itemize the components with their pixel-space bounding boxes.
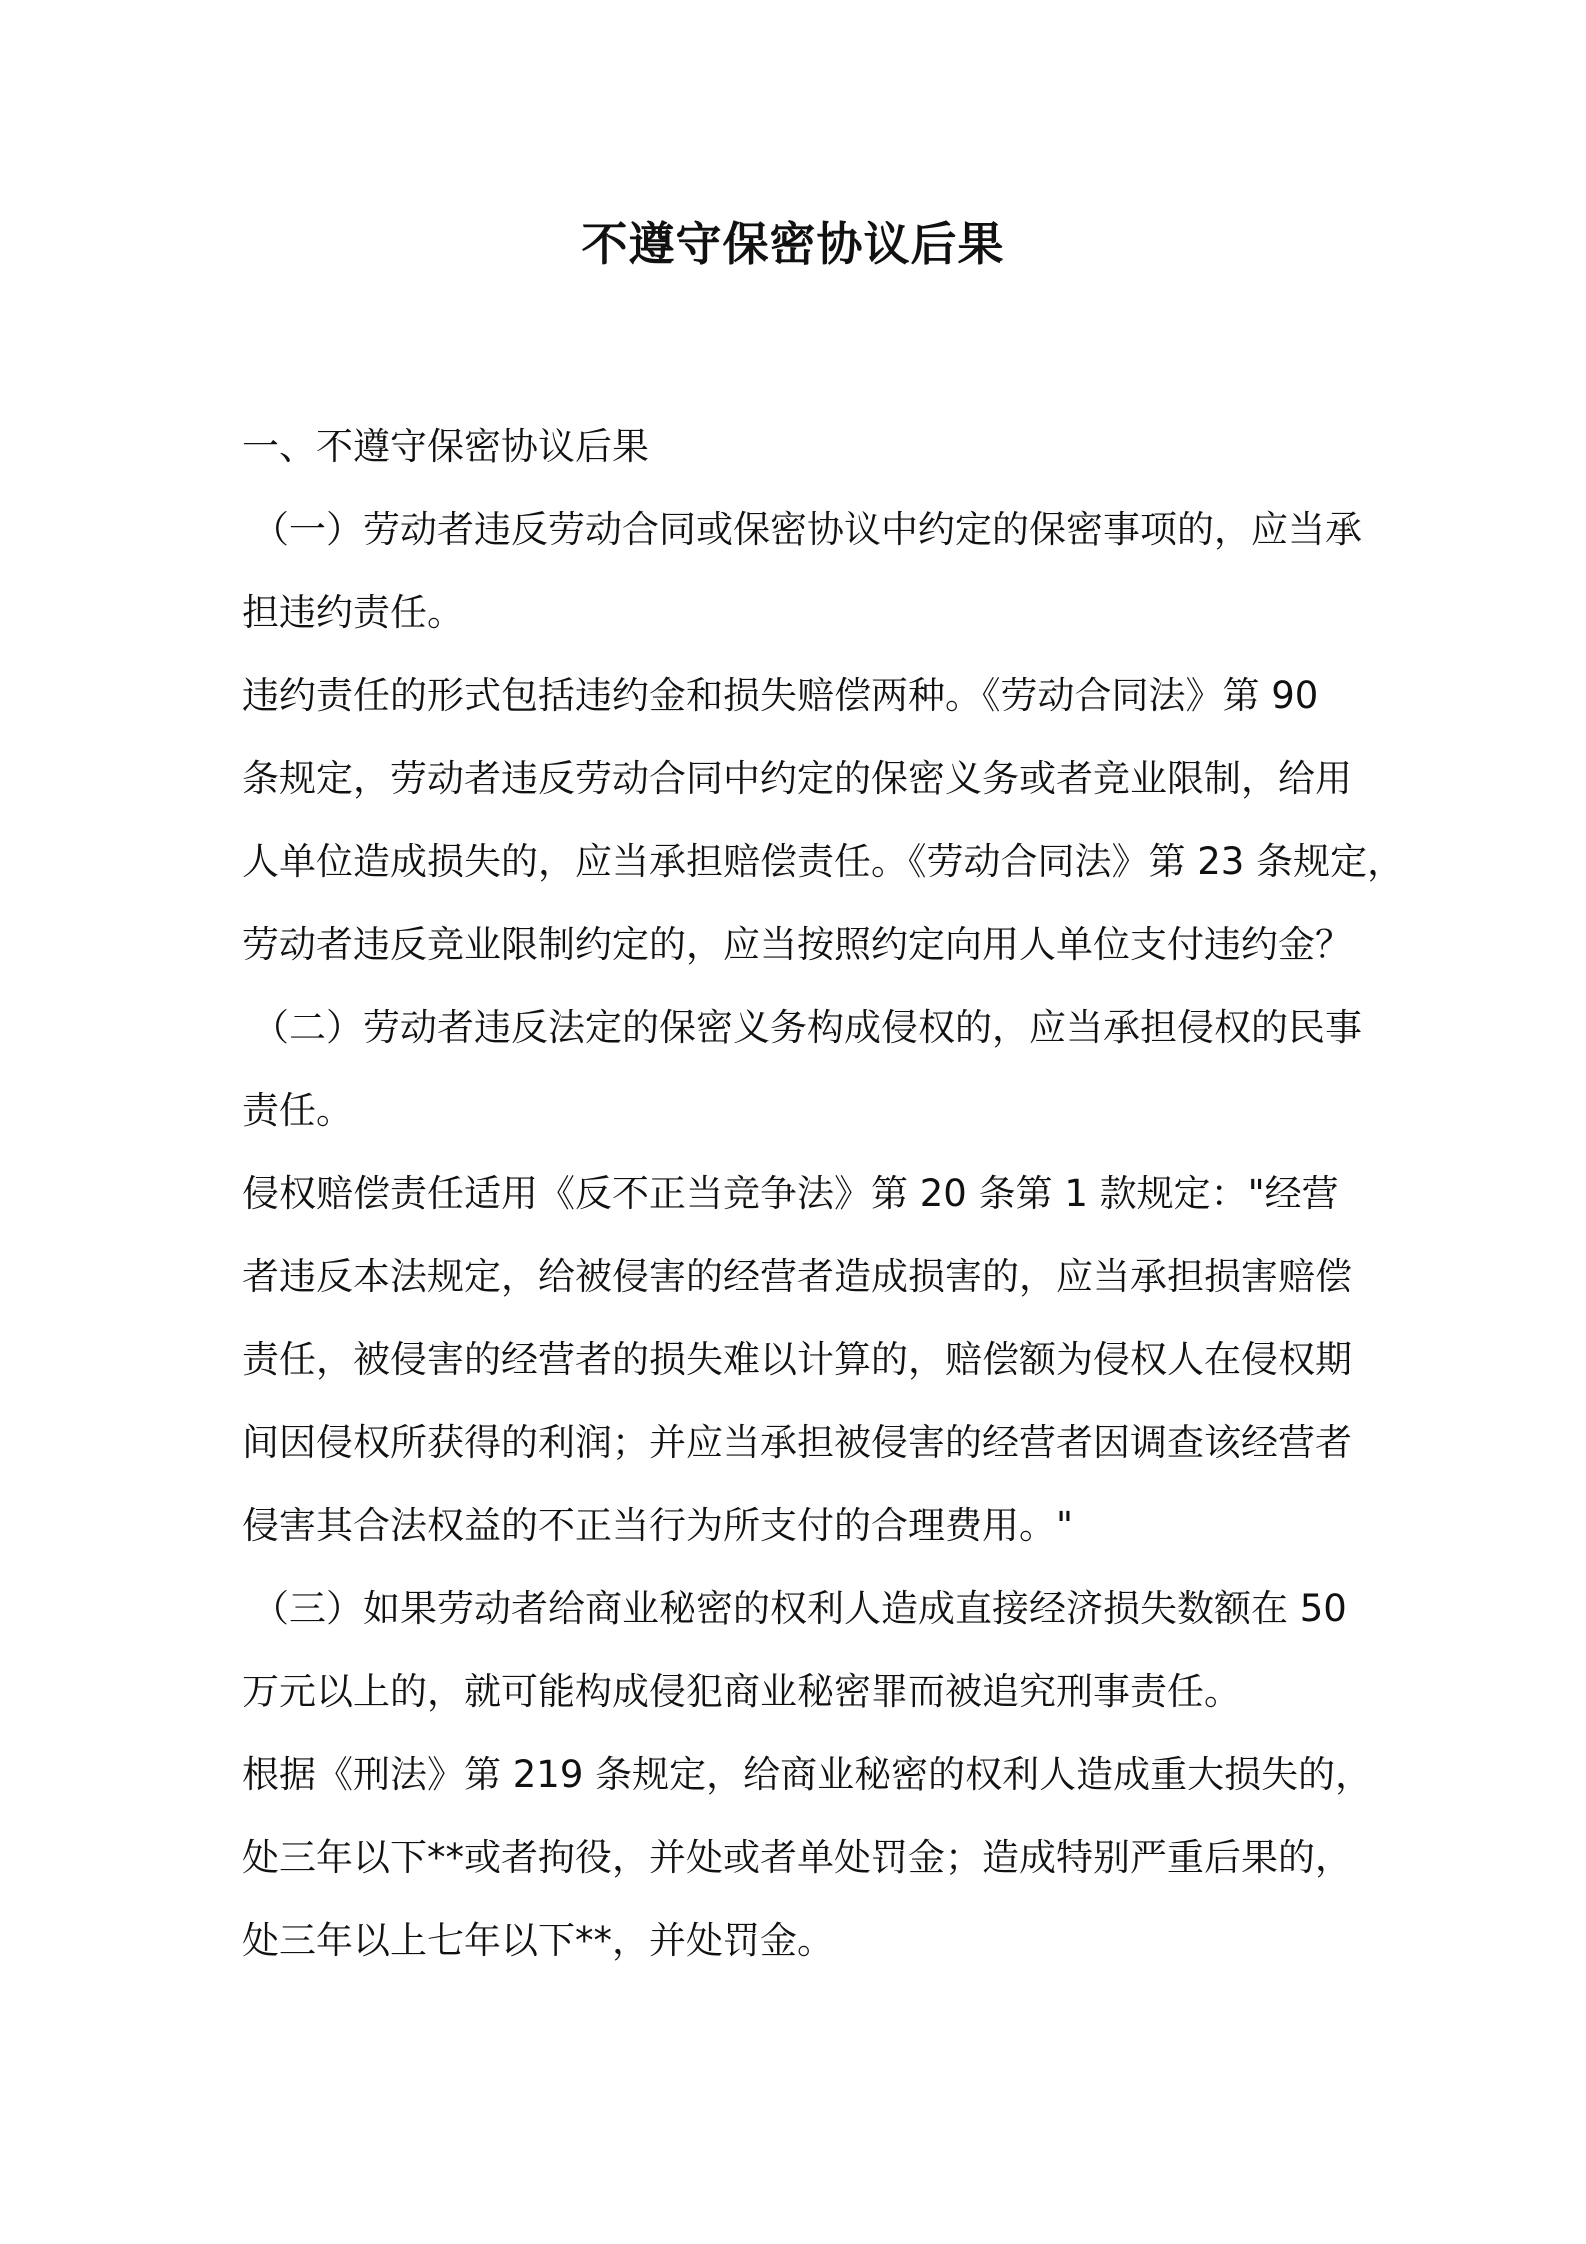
paragraph-line: 责任，被侵害的经营者的损失难以计算的，赔偿额为侵权人在侵权期 xyxy=(242,1338,1352,1381)
paragraph-line: 条规定，劳动者违反劳动合同中约定的保密义务或者竞业限制，给用 xyxy=(242,757,1352,800)
paragraph-line: 根据《刑法》第 219 条规定，给商业秘密的权利人造成重大损失的， xyxy=(242,1753,1373,1796)
paragraph-line: 侵权赔偿责任适用《反不正当竞争法》第 20 条第 1 款规定："经营 xyxy=(242,1172,1339,1215)
paragraph-line: 处三年以下**或者拘役，并处或者单处罚金；造成特别严重后果的， xyxy=(242,1836,1352,1879)
document-title: 不遵守保密协议后果 xyxy=(581,217,1005,271)
paragraph-line: 者违反本法规定，给被侵害的经营者造成损害的，应当承担损害赔偿 xyxy=(242,1255,1352,1298)
section-heading: 一、不遵守保密协议后果 xyxy=(242,425,649,468)
paragraph-line: 侵害其合法权益的不正当行为所支付的合理费用。" xyxy=(242,1504,1074,1547)
paragraph-line: （一）劳动者违反劳动合同或保密协议中约定的保密事项的，应当承 xyxy=(252,508,1362,551)
paragraph-line: 人单位造成损失的，应当承担赔偿责任。《劳动合同法》第 23 条规定， xyxy=(242,840,1405,883)
paragraph-line: （二）劳动者违反法定的保密义务构成侵权的，应当承担侵权的民事 xyxy=(252,1006,1362,1049)
paragraph-line: 担违约责任。 xyxy=(242,591,464,634)
paragraph-line: 间因侵权所获得的利润；并应当承担被侵害的经营者因调查该经营者 xyxy=(242,1421,1352,1464)
paragraph-line: 劳动者违反竞业限制约定的，应当按照约定向用人单位支付违约金？ xyxy=(242,923,1352,966)
paragraph-line: 违约责任的形式包括违约金和损失赔偿两种。《劳动合同法》第 90 xyxy=(242,674,1319,717)
paragraph-line: 处三年以上七年以下**，并处罚金。 xyxy=(242,1919,834,1962)
paragraph-line: （三）如果劳动者给商业秘密的权利人造成直接经济损失数额在 50 xyxy=(252,1587,1347,1630)
document-body xyxy=(242,405,1405,1982)
paragraph-line: 万元以上的，就可能构成侵犯商业秘密罪而被追究刑事责任。 xyxy=(242,1670,1241,1713)
paragraph-line: 责任。 xyxy=(242,1089,353,1132)
